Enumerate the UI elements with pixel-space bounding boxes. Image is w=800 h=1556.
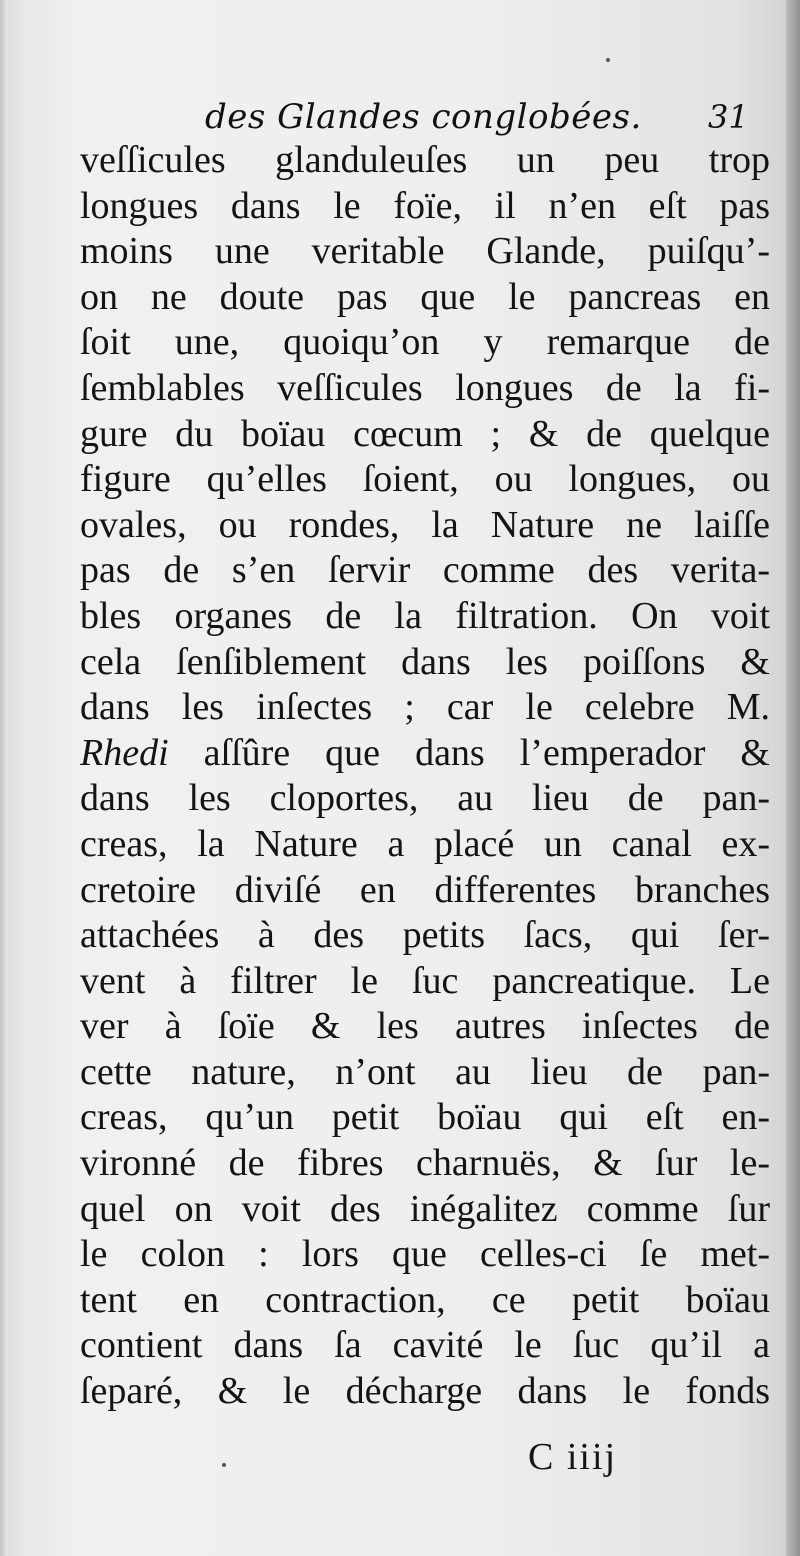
text-line: attachées à des petits ſacs, qui ſer- — [80, 914, 770, 957]
text-line: cela ſenſiblement dans les poiſſons & — [80, 640, 770, 683]
italic-name: Rhedi — [80, 731, 169, 774]
text-line: veſſicules glanduleuſes un peu trop — [80, 139, 770, 181]
text-line: cretoire diviſé en differentes branches — [80, 868, 770, 911]
text-line: bles organes de la filtration. On voit — [80, 594, 770, 637]
page-gutter-shadow — [0, 0, 8, 1556]
running-head — [0, 92, 800, 142]
text-line: vironné de fibres charnuës, & ſur le- — [80, 1142, 770, 1185]
text-line: contient dans ſa cavité le ſuc qu’il a — [80, 1324, 770, 1367]
text-line: ſeparé, & le décharge dans le fonds — [80, 1370, 770, 1413]
text-line: pas de s’en ſervir comme des verita- — [80, 549, 770, 592]
text-line: quel on voit des inégalitez comme ſur — [80, 1187, 770, 1230]
text-line: vent à filtrer le ſuc pancreatique. Le — [80, 959, 770, 1002]
text-line: dans les inſectes ; car le celebre M. — [80, 686, 770, 729]
text-line: cette nature, n’ont au lieu de pan- — [80, 1050, 770, 1093]
line-remainder: aſſûre que dans l’emperador & — [168, 731, 770, 774]
text-line: figure qu’elles ſoient, ou longues, ou — [80, 458, 770, 501]
page-edge-shadow — [786, 0, 800, 1556]
text-line: moins une veritable Glande, puiſqu’- — [80, 230, 770, 273]
text-line: longues dans le foïe, il n’en eſt pas — [80, 184, 770, 227]
text-line: on ne doute pas que le pancreas en — [80, 275, 770, 318]
text-line: ſemblables veſſicules longues de la fi- — [80, 366, 770, 409]
paper-speck — [222, 1463, 226, 1467]
paper-speck — [606, 58, 610, 62]
text-line: ſoit une, quoiqu’on y remarque de — [80, 321, 770, 364]
text-line: creas, la Nature a placé un canal ex- — [80, 822, 770, 865]
running-title: des Glandes conglobées. — [205, 97, 642, 137]
text-line: creas, qu’un petit boïau qui eſt en- — [80, 1096, 770, 1139]
body-text — [80, 138, 770, 1415]
text-line: gure du boïau cœcum ; & de quelque — [80, 412, 770, 455]
text-line: dans les cloportes, au lieu de pan- — [80, 777, 770, 820]
text-line-with-italic-name — [80, 731, 770, 777]
text-line: tent en contraction, ce petit boïau — [80, 1278, 770, 1321]
signature-mark: C iiij — [528, 1436, 618, 1478]
text-line: ovales, ou rondes, la Nature ne laiſſe — [80, 503, 770, 546]
page-number: 31 — [708, 98, 749, 136]
text-line: ver à ſoïe & les autres inſectes de — [80, 1005, 770, 1048]
text-line: le colon : lors que celles-ci ſe met- — [80, 1233, 770, 1276]
